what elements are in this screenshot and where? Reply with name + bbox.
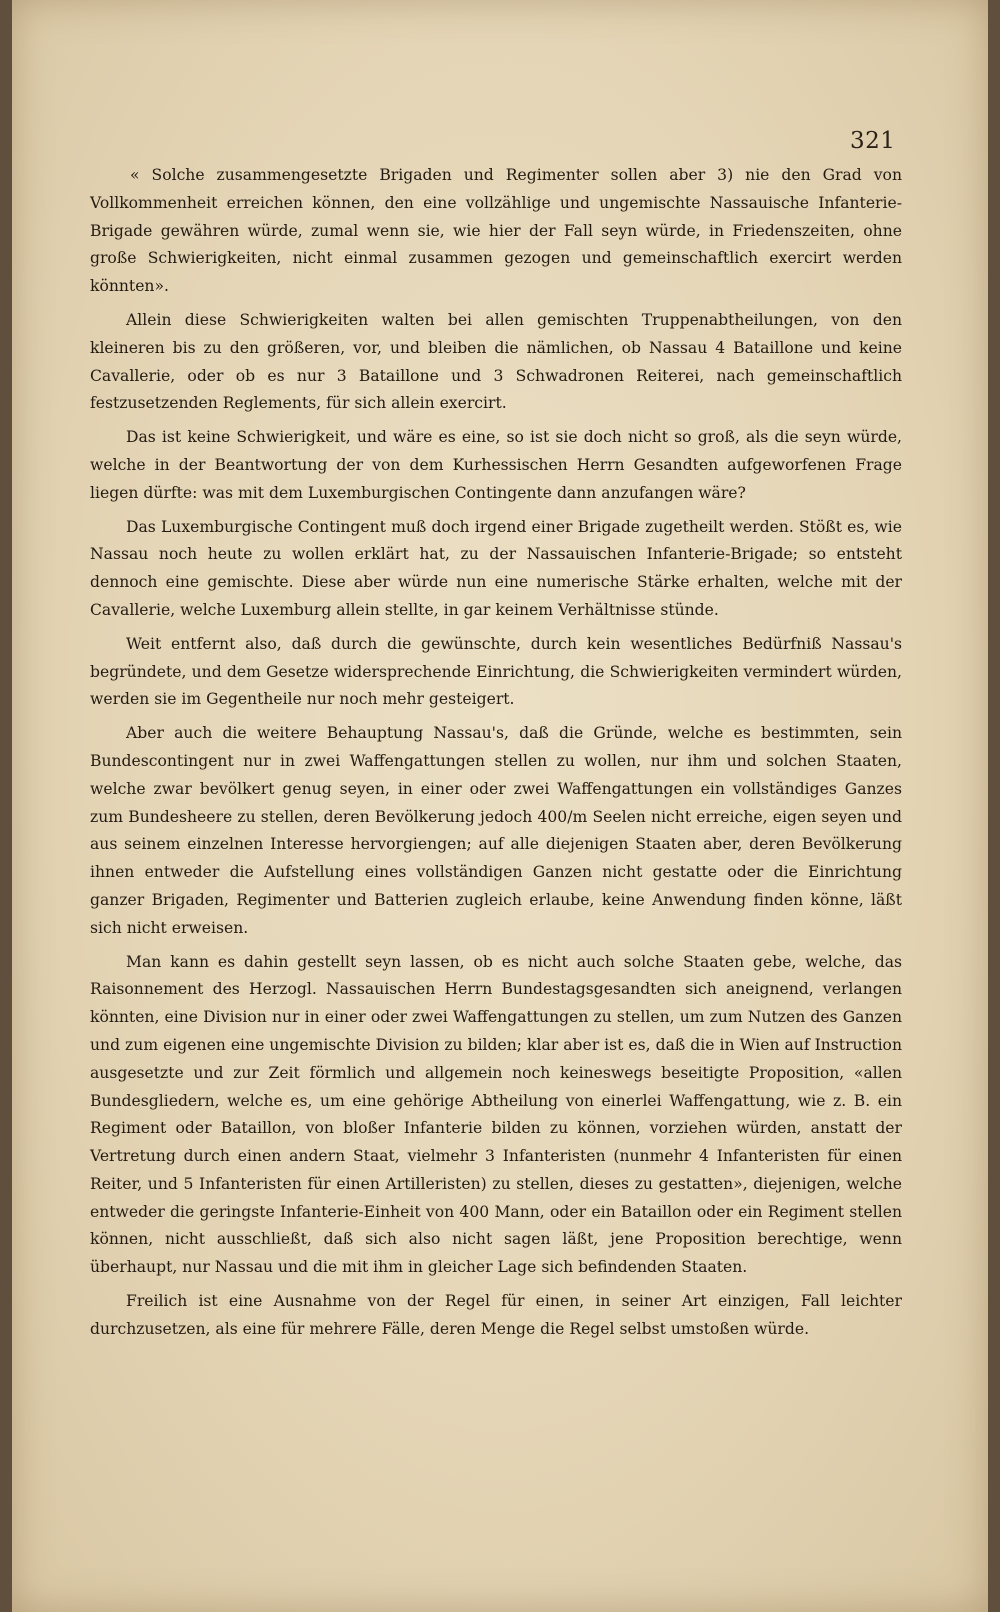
paragraph: Man kann es dahin gestellt seyn lassen, ob es nicht auch solche Staaten gebe, welche, das Raisonnement des Herzogl. Nassauischen Herrn Bundestagsgesandten sich aneignend, verlangen könnten, eine Division nur in einer oder zwei Waffengattungen zu stellen, um zum Nutzen des Ganzen und zum eigenen eine ungemischte Division zu bilden; klar aber ist es, daß die in Wien auf Instruction ausgesetzte und zur Zeit förmlich und allgemein noch keineswegs beseitigte Proposition, «allen Bundesgliedern, welche es, um eine gehörige Abtheilung von einerlei Waffengattung, wie z. B. ein Regiment oder Bataillon, von bloßer Infanterie bilden zu können, vorziehen würden, anstatt der Vertretung durch einen andern Staat, vielmehr 3 Infanteristen (nunmehr 4 Infanteristen für einen Reiter, und 5 Infanteristen für einen Artilleristen) zu stellen, dieses zu gestatten», diejenigen, welche entweder die geringste Infanterie-Einheit von 400 Mann, oder ein Bataillon oder ein Regiment stellen können, nicht ausschließt, daß sich also nicht sagen läßt, jene Proposition berechtige, wenn überhaupt, nur Nassau und die mit ihm in gleicher Lage sich befindenden Staaten. xyxy=(90,952,902,1277)
paragraph: Weit entfernt also, daß durch die gewünschte, durch kein wesentliches Bedürfniß Nassau's begründete, und dem Gesetze widersprechende Einrichtung, die Schwierigkeiten vermindert würden, werden sie im Gegentheile nur noch mehr gesteigert. xyxy=(90,634,902,709)
paragraph: Aber auch die weitere Behauptung Nassau's, daß die Gründe, welche es bestimmten, sein Bundescontingent nur in zwei Waffengattungen stellen zu wollen, nur ihm und solchen Staaten, welche zwar bevölkert genug seyen, in einer oder zwei Waffengattungen ein vollständiges Ganzes zum Bundesheere zu stellen, deren Bevölkerung jedoch 400/m Seelen nicht erreiche, eigen seyen und aus seinem einzelnen Interesse hervorgiengen; auf alle diejenigen Staaten aber, deren Bevölkerung ihnen entweder die Aufstellung eines vollständigen Ganzen nicht gestatte oder die Einrichtung ganzer Brigaden, Regimenter und Batterien zugleich erlaube, keine Anwendung finden könne, läßt sich nicht erweisen. xyxy=(90,724,902,937)
paragraph: Freilich ist eine Ausnahme von der Regel für einen, in seiner Art einzigen, Fall leichter durchzusetzen, als eine für mehrere Fälle, deren Menge die Regel selbst umstoßen würde. xyxy=(90,1292,902,1338)
paragraph: Allein diese Schwierigkeiten walten bei allen gemischten Truppenabtheilungen, von den kleineren bis zu den größeren, vor, und bleiben die nämlichen, ob Nassau 4 Bataillone und keine Cavallerie, oder ob es nur 3 Bataillone und 3 Schwadronen Reiterei, nach gemeinschaftlich festzusetzenden Reglements, für sich allein exercirt. xyxy=(90,310,902,413)
paragraph: Das Luxemburgische Contingent muß doch irgend einer Brigade zugetheilt werden. Stößt es, wie Nassau noch heute zu wollen erklärt hat, zu der Nassauischen Infanterie-Brigade; so entsteht dennoch eine gemischte. Diese aber würde nun eine numerische Stärke erhalten, welche mit der Cavallerie, welche Luxemburg allein stellte, in gar keinem Verhältnisse stünde. xyxy=(90,517,902,619)
paragraph: « Solche zusammengesetzte Brigaden und Regimenter sollen aber 3) nie den Grad von Vollkommenheit erreichen können, den eine vollzählige und ungemischte Nassauische Infanterie-Brigade gewähren würde, zumal wenn sie, wie hier der Fall seyn würde, in Friedenszeiten, ohne große Schwierigkeiten, nicht einmal zusammen gezogen und gemeinschaftlich exercirt werden könnten». xyxy=(90,166,902,296)
paragraph: Das ist keine Schwierigkeit, und wäre es eine, so ist sie doch nicht so groß, als die seyn würde, welche in der Beantwortung der von dem Kurhessischen Herrn Gesandten aufgeworfenen Frage liegen dürfte: was mit dem Luxemburgischen Contingente dann anzufangen wäre? xyxy=(90,428,902,502)
book-page xyxy=(12,0,988,1612)
body-text xyxy=(90,162,902,1350)
page-number: 321 xyxy=(850,128,896,154)
